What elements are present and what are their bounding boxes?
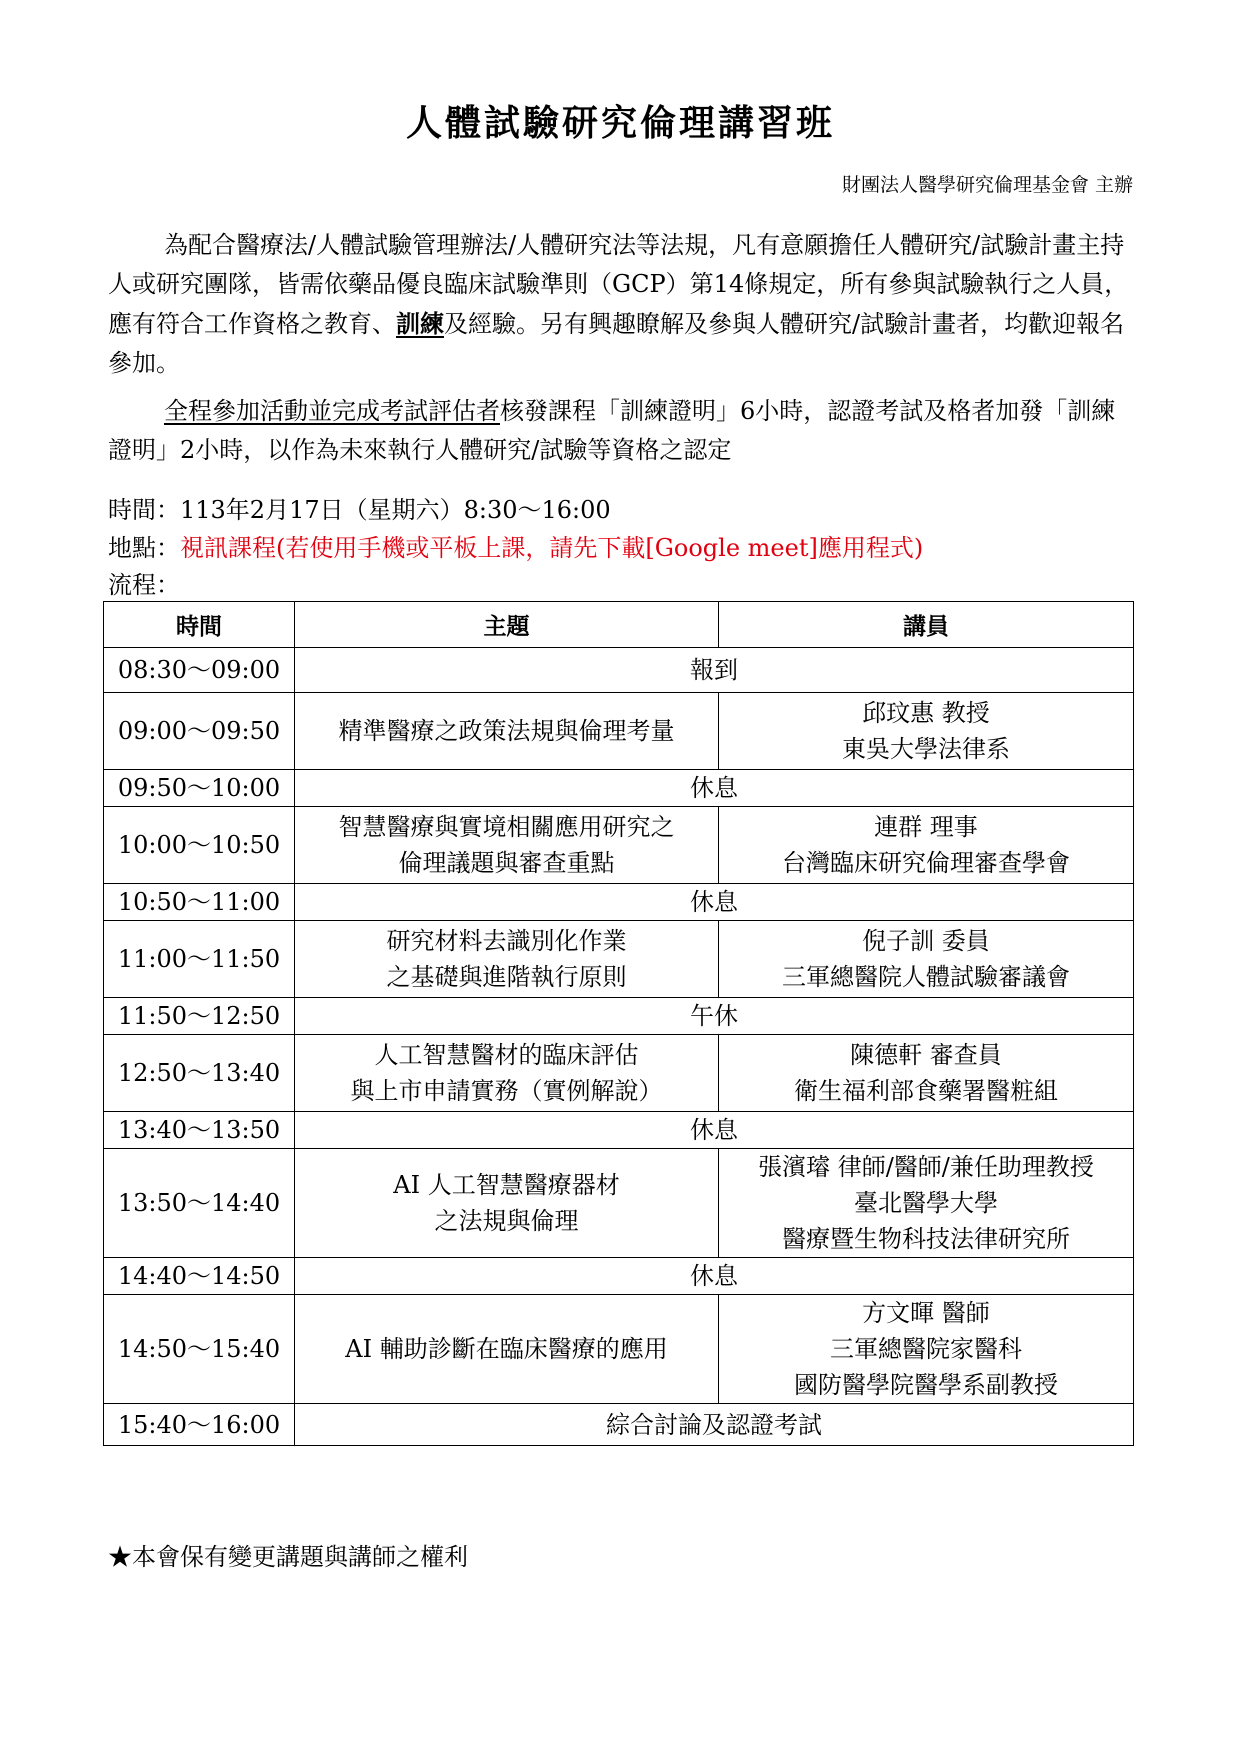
- table-row: [104, 1295, 1134, 1404]
- topic-line: 智慧醫療與實境相關應用研究之: [338, 813, 675, 841]
- row-time: 14:50～15:40: [104, 1295, 295, 1404]
- row-speaker: [719, 1149, 1134, 1258]
- row-merged-cell: 休息: [295, 1258, 1134, 1295]
- row-merged-cell: 休息: [295, 884, 1134, 921]
- speaker-line: 醫療暨生物科技法律研究所: [782, 1225, 1070, 1253]
- row-time: 09:50～10:00: [104, 770, 295, 807]
- event-time: [108, 490, 611, 525]
- schedule-table: [103, 601, 1134, 1446]
- schedule-body: [104, 648, 1134, 1446]
- header-time: 時間: [104, 602, 295, 648]
- row-topic: [295, 1149, 719, 1258]
- speaker-line: 邱玟惠 教授: [862, 699, 990, 727]
- intro-text-b: 及經驗。另有興趣瞭解及參與人體研究/試驗計畫者，均歡迎報名參加。: [108, 310, 1125, 377]
- row-time: 09:00～09:50: [104, 693, 295, 770]
- row-speaker: [719, 1035, 1134, 1112]
- row-merged-cell: 綜合討論及認證考試: [295, 1404, 1134, 1446]
- table-row: [104, 1149, 1134, 1258]
- speaker-line: 倪子訓 委員: [862, 927, 990, 955]
- row-merged-cell: 報到: [295, 648, 1134, 693]
- row-time: 13:50～14:40: [104, 1149, 295, 1258]
- row-time: 10:50～11:00: [104, 884, 295, 921]
- topic-line: AI 人工智慧醫療器材: [393, 1171, 620, 1199]
- speaker-line: 東吳大學法律系: [842, 735, 1010, 763]
- row-merged-cell: 午休: [295, 998, 1134, 1035]
- row-topic: [295, 1295, 719, 1404]
- row-time: 11:00～11:50: [104, 921, 295, 998]
- row-speaker: [719, 807, 1134, 884]
- header-topic: 主題: [295, 602, 719, 648]
- row-time: 12:50～13:40: [104, 1035, 295, 1112]
- table-row: [104, 1258, 1134, 1295]
- table-row: [104, 1404, 1134, 1446]
- schedule-header-row: [104, 602, 1134, 648]
- topic-line: 人工智慧醫材的臨床評估: [374, 1041, 639, 1069]
- speaker-line: 方文暉 醫師: [862, 1299, 990, 1327]
- row-time: 13:40～13:50: [104, 1112, 295, 1149]
- time-value: 113年2月17日（星期六）8:30～16:00: [180, 496, 611, 524]
- speaker-line: 衛生福利部食藥署醫粧組: [794, 1077, 1058, 1105]
- table-row: [104, 807, 1134, 884]
- topic-line: 之法規與倫理: [434, 1207, 579, 1235]
- row-speaker: [719, 1295, 1134, 1404]
- row-merged-cell: 休息: [295, 1112, 1134, 1149]
- speaker-line: 連群 理事: [874, 813, 978, 841]
- time-label: 時間：: [108, 496, 180, 524]
- topic-line: 研究材料去識別化作業: [386, 927, 627, 955]
- speaker-line: 三軍總醫院家醫科: [830, 1335, 1022, 1363]
- event-place: [108, 528, 923, 563]
- row-time: 14:40～14:50: [104, 1258, 295, 1295]
- table-row: [104, 884, 1134, 921]
- topic-line: 精準醫療之政策法規與倫理考量: [338, 717, 675, 745]
- organizer-line: 財團法人醫學研究倫理基金會 主辦: [841, 174, 1133, 196]
- place-value: 視訊課程(若使用手機或平板上課，請先下載[Google meet]應用程式): [180, 534, 924, 562]
- page-title: 人體試驗研究倫理講習班: [405, 103, 835, 144]
- intro-underlined-text: 全程參加活動並完成考試評估者: [164, 397, 500, 425]
- event-flow-label: 流程：: [108, 571, 180, 599]
- row-topic: [295, 807, 719, 884]
- speaker-line: 陳德軒 審查員: [850, 1041, 1002, 1069]
- topic-line: 倫理議題與審查重點: [398, 849, 615, 877]
- intro-bold-training: 訓練: [396, 309, 444, 338]
- speaker-line: 張濱璿 律師/醫師/兼任助理教授: [758, 1153, 1094, 1181]
- intro-text-a: 為配合醫療法/人體試驗管理辦法/人體研究法等法規，凡有意願擔任人體研究/試驗計畫主持人或研究團隊，皆需依藥品優良臨床試驗準則（GCP）第14條規定，所有參與試驗執行之人員，應有符合工作資格之教育、: [108, 231, 1129, 338]
- row-time: 10:00～10:50: [104, 807, 295, 884]
- row-merged-cell: 休息: [295, 770, 1134, 807]
- table-row: [104, 693, 1134, 770]
- row-topic: [295, 921, 719, 998]
- row-topic: [295, 1035, 719, 1112]
- table-row: [104, 1035, 1134, 1112]
- header-speaker: 講員: [719, 602, 1134, 648]
- topic-line: AI 輔助診斷在臨床醫療的應用: [345, 1335, 668, 1363]
- topic-line: 與上市申請實務（實例解說）: [350, 1077, 663, 1105]
- table-row: [104, 770, 1134, 807]
- row-time: 15:40～16:00: [104, 1404, 295, 1446]
- speaker-line: 臺北醫學大學: [854, 1189, 998, 1217]
- table-row: [104, 998, 1134, 1035]
- place-label: 地點：: [108, 534, 180, 562]
- topic-line: 之基礎與進階執行原則: [386, 963, 627, 991]
- speaker-line: 三軍總醫院人體試驗審議會: [782, 963, 1070, 991]
- table-row: [104, 921, 1134, 998]
- speaker-line: 國防醫學院醫學系副教授: [794, 1371, 1058, 1399]
- speaker-line: 台灣臨床研究倫理審查學會: [782, 849, 1070, 877]
- intro-paragraph-1: [108, 226, 1138, 383]
- row-topic: [295, 693, 719, 770]
- intro-text-rest: 核發課程「訓練證明」6小時，認證考試及格者加發「訓練證明」2小時，以作為未來執行人體研究/試驗等資格之認定: [108, 397, 1116, 464]
- row-time: 11:50～12:50: [104, 998, 295, 1035]
- intro-paragraph-2: [108, 392, 1138, 470]
- row-speaker: [719, 693, 1134, 770]
- table-row: [104, 1112, 1134, 1149]
- footer-note: ★本會保有變更講題與講師之權利: [108, 1543, 468, 1571]
- table-row: [104, 648, 1134, 693]
- row-speaker: [719, 921, 1134, 998]
- row-time: 08:30～09:00: [104, 648, 295, 693]
